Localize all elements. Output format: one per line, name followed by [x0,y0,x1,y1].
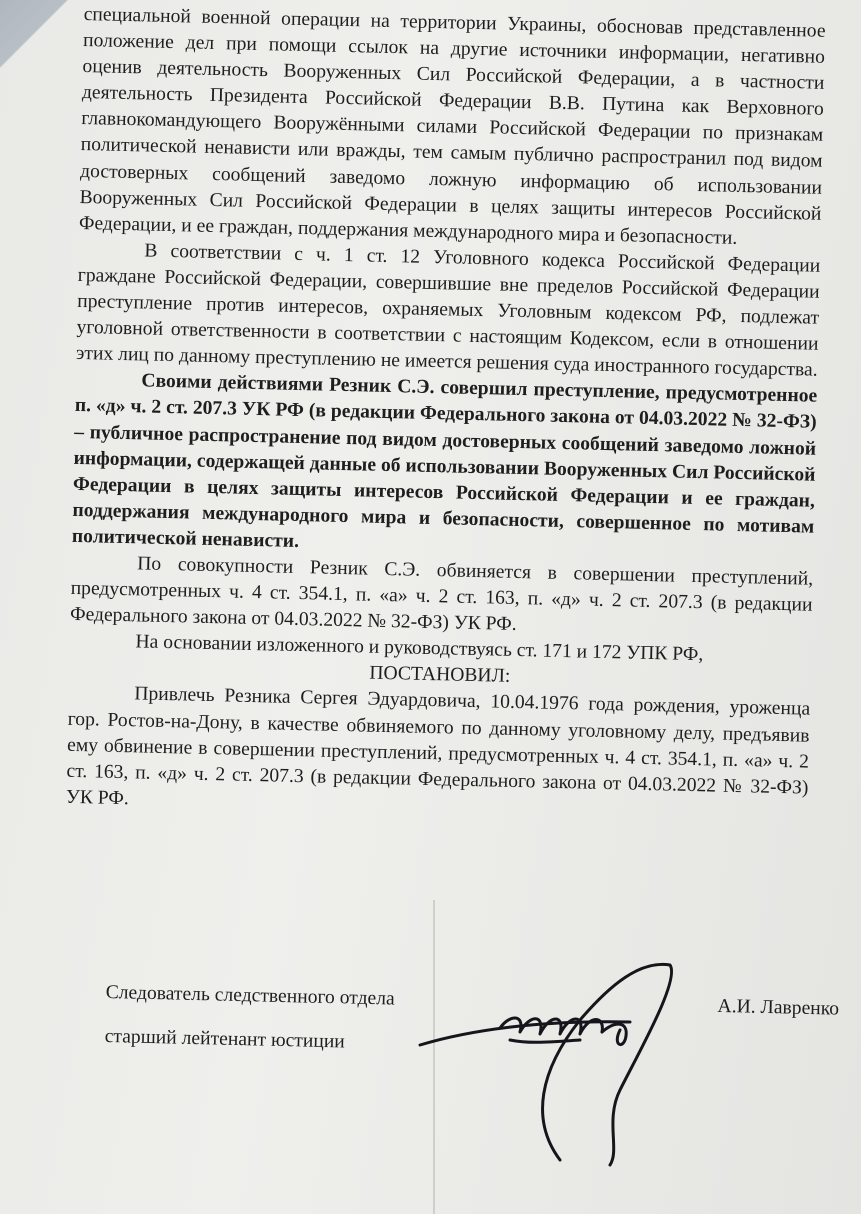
paragraph-legal-basis: На основании изложенного и руководствуясь ст. 171 и 172 УПК РФ, [135,631,704,666]
paragraph-charge-description: специальной военной операции на территории Украины, обосновав представленное положение дел при помощи ссылок на другие источники информации, негативно оценив деятельность Вооруженных Сил Российской Федерации, а в частности деятельность Президента Российской Федерации В.В. Путина как Верховного главнокомандующего Вооружёнными силами Российской Федерации по признакам политической ненависти или вражды, тем самым публично распространил под видом достоверных сообщений заведомо ложную информацию об использовании Вооруженных Сил Российской Федерации в целях защиты интересов Российской Федерации, и ее граждан, поддержания международного мира и безопасности. [78,3,826,249]
paragraph-totality: По совокупности Резник С.Э. обвиняется в совершении преступлений, предусмотренных ч. 4 ст. 354.1, п. «а» ч. 2 ст. 163, п. «д» ч. 2 ст. 207.3 (в редакции Федерального закона от 04.03.2022 № 32-ФЗ) УК РФ. [69,553,814,636]
paragraph-jurisdiction: В соответствии с ч. 1 ст. 12 Уголовного кодекса Российской Федерации граждане Российской Федерации, совершившие вне пределов Российской Федерации преступление против интересов, охраняемых Уголовным кодексом РФ, подлежат уголовной ответственности в соответствии с настоящим Кодексом, если в отношении этих лиц по данному преступлению не имеется решения суда иностранного государства. [75,240,821,381]
signer-name: А.И. Лавренко [717,995,840,1020]
paragraph-qualification: Своими действиями Резник С.Э. совершил преступление, предусмотренное п. «д» ч. 2 ст. 207.3 УК РФ (в редакции Федерального закона от 04.03.2022 № 32-ФЗ) – публичное распространение под видом достоверных сообщений заведомо ложной информации, содержащей данные об использовании Вооруженных Сил Российской Федерации в целях защиты интересов Российской Федерации и ее граждан, поддержания международного мира и безопасности, совершенное по мотивам политической ненависти. [71,370,818,552]
signer-position: Следователь следственного отдела [105,981,395,1010]
ruling-heading: ПОСТАНОВИЛ: [369,662,511,688]
ruling-text: Привлечь Резника Сергея Эдуардовича, 10.04.1976 года рождения, уроженца гор. Ростов-на-Дону, в качестве обвиняемого по данному уголовному делу, предъявив ему обвинение в совершении преступлений, предусмотренных ч. 4 ст. 354.1, п. «а» ч. 2 ст. 163, п. «д» ч. 2 ст. 207.3 (в редакции Федерального закона от 04.03.2022 № 32-ФЗ) УК РФ. [65,683,811,810]
signer-rank: старший лейтенант юстиции [104,1025,346,1053]
document-body [66,2,826,828]
page-edge-shadow [0,0,80,90]
handwritten-signature [380,950,700,1170]
